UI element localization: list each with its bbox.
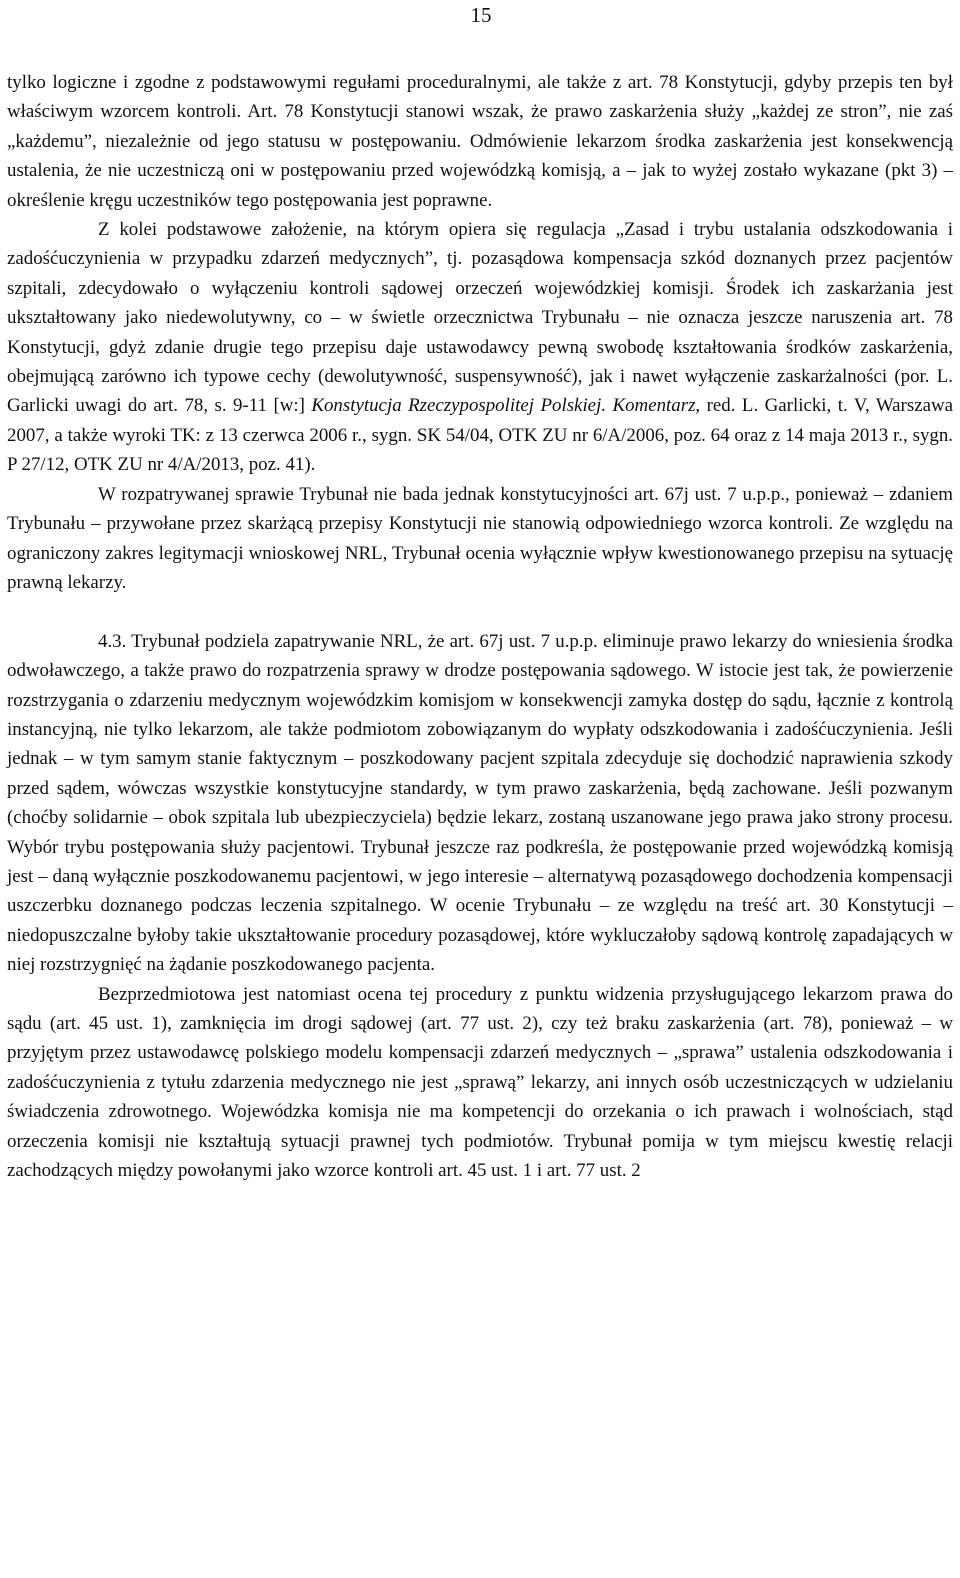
paragraph-text: Bezprzedmiotowa jest natomiast ocena tej procedury z punktu widzenia przysługującego lekarzom prawa do sądu (art. 45 ust. 1), zamknięcia im drogi sądowej (art. 77 ust. 2), czy też braku zaskarżenia (art. 78), ponieważ – w przyjętym przez ustawodawcę polskiego modelu kompensacji zdarzeń medycznych – „sprawa” ustalenia odszkodowania i zadośćuczynienia z tytułu zdarzenia medycznego nie jest „sprawą” lekarzy, ani innych osób uczestniczących w udzielaniu świadczenia zdrowotnego. Wojewódzka komisja nie ma kompetencji do orzekania o ich prawach i wolnościach, stąd orzeczenia komisji nie kształtują sytuacji prawnej tych podmiotów. Trybunał pomija w tym miejscu kwestię relacji zachodzących między powołanymi jako wzorce kontroli art. 45 ust. 1 i art. 77 ust. 2 [7,983,953,1182]
document-body [7,68,953,1185]
paragraph [7,68,953,215]
paragraph-text: tylko logiczne i zgodne z podstawowymi regułami proceduralnymi, ale także z art. 78 Konstytucji, gdyby przepis ten był właściwym wzorcem kontroli. Art. 78 Konstytucji stanowi wszak, że prawo zaskarżenia służy „każdej ze stron”, nie zaś „każdemu”, niezależnie od jego statusu w postępowaniu. Odmówienie lekarzom środka zaskarżenia jest konsekwencją ustalenia, że nie uczestniczą oni w postępowaniu przed wojewódzką komisją, a – jak to wyżej zostało wykazane (pkt 3) – określenie kręgu uczestników tego postępowania jest poprawne. [7,72,953,211]
paragraph-text: 4.3. Trybunał podziela zapatrywanie NRL, że art. 67j ust. 7 u.p.p. eliminuje prawo lekarzy do wniesienia środka odwoławczego, a także prawo do rozpatrzenia sprawy w drodze postępowania sądowego. W istocie jest tak, że powierzenie rozstrzygania o zdarzeniu medycznym wojewódzkim komisjom w konsekwencji zamyka dostęp do sądu, łącznie z kontrolą instancyjną, nie tylko lekarzom, ale także podmiotom zobowiązanym do wypłaty odszkodowania i zadośćuczynienia. Jeśli jednak – w tym samym stanie faktycznym – poszkodowany pacjent szpitala zdecyduje się dochodzić naprawienia szkody przed sądem, wówczas wszystkie konstytucyjne standardy, w tym prawo zaskarżenia, będą zachowane. Jeśli pozwanym (choćby solidarnie – obok szpitala lub ubezpieczyciela) będzie lekarz, zostaną uszanowane jego prawa jako strony procesu. Wybór trybu postępowania służy pacjentowi. Trybunał jeszcze raz podkreśla, że postępowanie przed wojewódzką komisją jest – daną wyłącznie poszkodowanemu pacjentowi, w jego interesie – alternatywą pozasądowego dochodzenia kompensacji uszczerbku doznanego podczas leczenia szpitalnego. W ocenie Trybunału – ze względu na treść art. 30 Konstytucji – niedopuszczalne byłoby takie ukształtowanie procedury pozasądowej, które wykluczałoby sądową kontrolę zapadających w niej rozstrzygnięć na żądanie poszkodowanego pacjenta. [7,630,953,976]
paragraph-text: , red. L. Garlicki, t. V, Warszawa 2007, a także wyroki TK: z 13 czerwca 2006 r., sygn. SK 54/04, OTK ZU nr 6/A/2006, poz. 64 oraz z 14 maja 2013 r., sygn. P 27/12, OTK ZU nr 4/A/2013, poz. 41). [7,395,953,476]
paragraph [7,215,953,480]
page-number: 15 [470,3,492,27]
cited-work-title: Konstytucja Rzeczypospolitej Polskiej. Komentarz [311,395,696,417]
paragraph-text: W rozpatrywanej sprawie Trybunał nie bada jednak konstytucyjności art. 67j ust. 7 u.p.p., ponieważ – zdaniem Trybunału – przywołane przez skarżącą przepisy Konstytucji nie stanowią odpowiedniego wzorca kontroli. Ze względu na ograniczony zakres legitymacji wnioskowej NRL, Trybunał ocenia wyłącznie wpływ kwestionowanego przepisu na sytuację prawną lekarzy. [7,483,953,593]
section-paragraph [7,627,953,980]
paragraph [7,480,953,598]
paragraph [7,980,953,1186]
paragraph-text: Z kolei podstawowe założenie, na którym opiera się regulacja „Zasad i trybu ustalania odszkodowania i zadośćuczynienia w przypadku zdarzeń medycznych”, tj. pozasądowa kompensacja szkód doznanych przez pacjentów szpitali, zdecydowało o wyłączeniu kontroli sądowej orzeczeń wojewódzkiej komisji. Środek ich zaskarżania jest ukształtowany jako niedewolutywny, co – w świetle orzecznictwa Trybunału – nie oznacza jeszcze naruszenia art. 78 Konstytucji, gdyż zdanie drugie tego przepisu daje ustawodawcy pewną swobodę kształtowania środków zaskarżenia, obejmującą zarówno ich typowe cechy (dewolutywność, suspensywność), jak i nawet wyłączenie zaskarżalności (por. L. Garlicki uwagi do art. 78, s. 9-11 [w:] [7,219,953,417]
